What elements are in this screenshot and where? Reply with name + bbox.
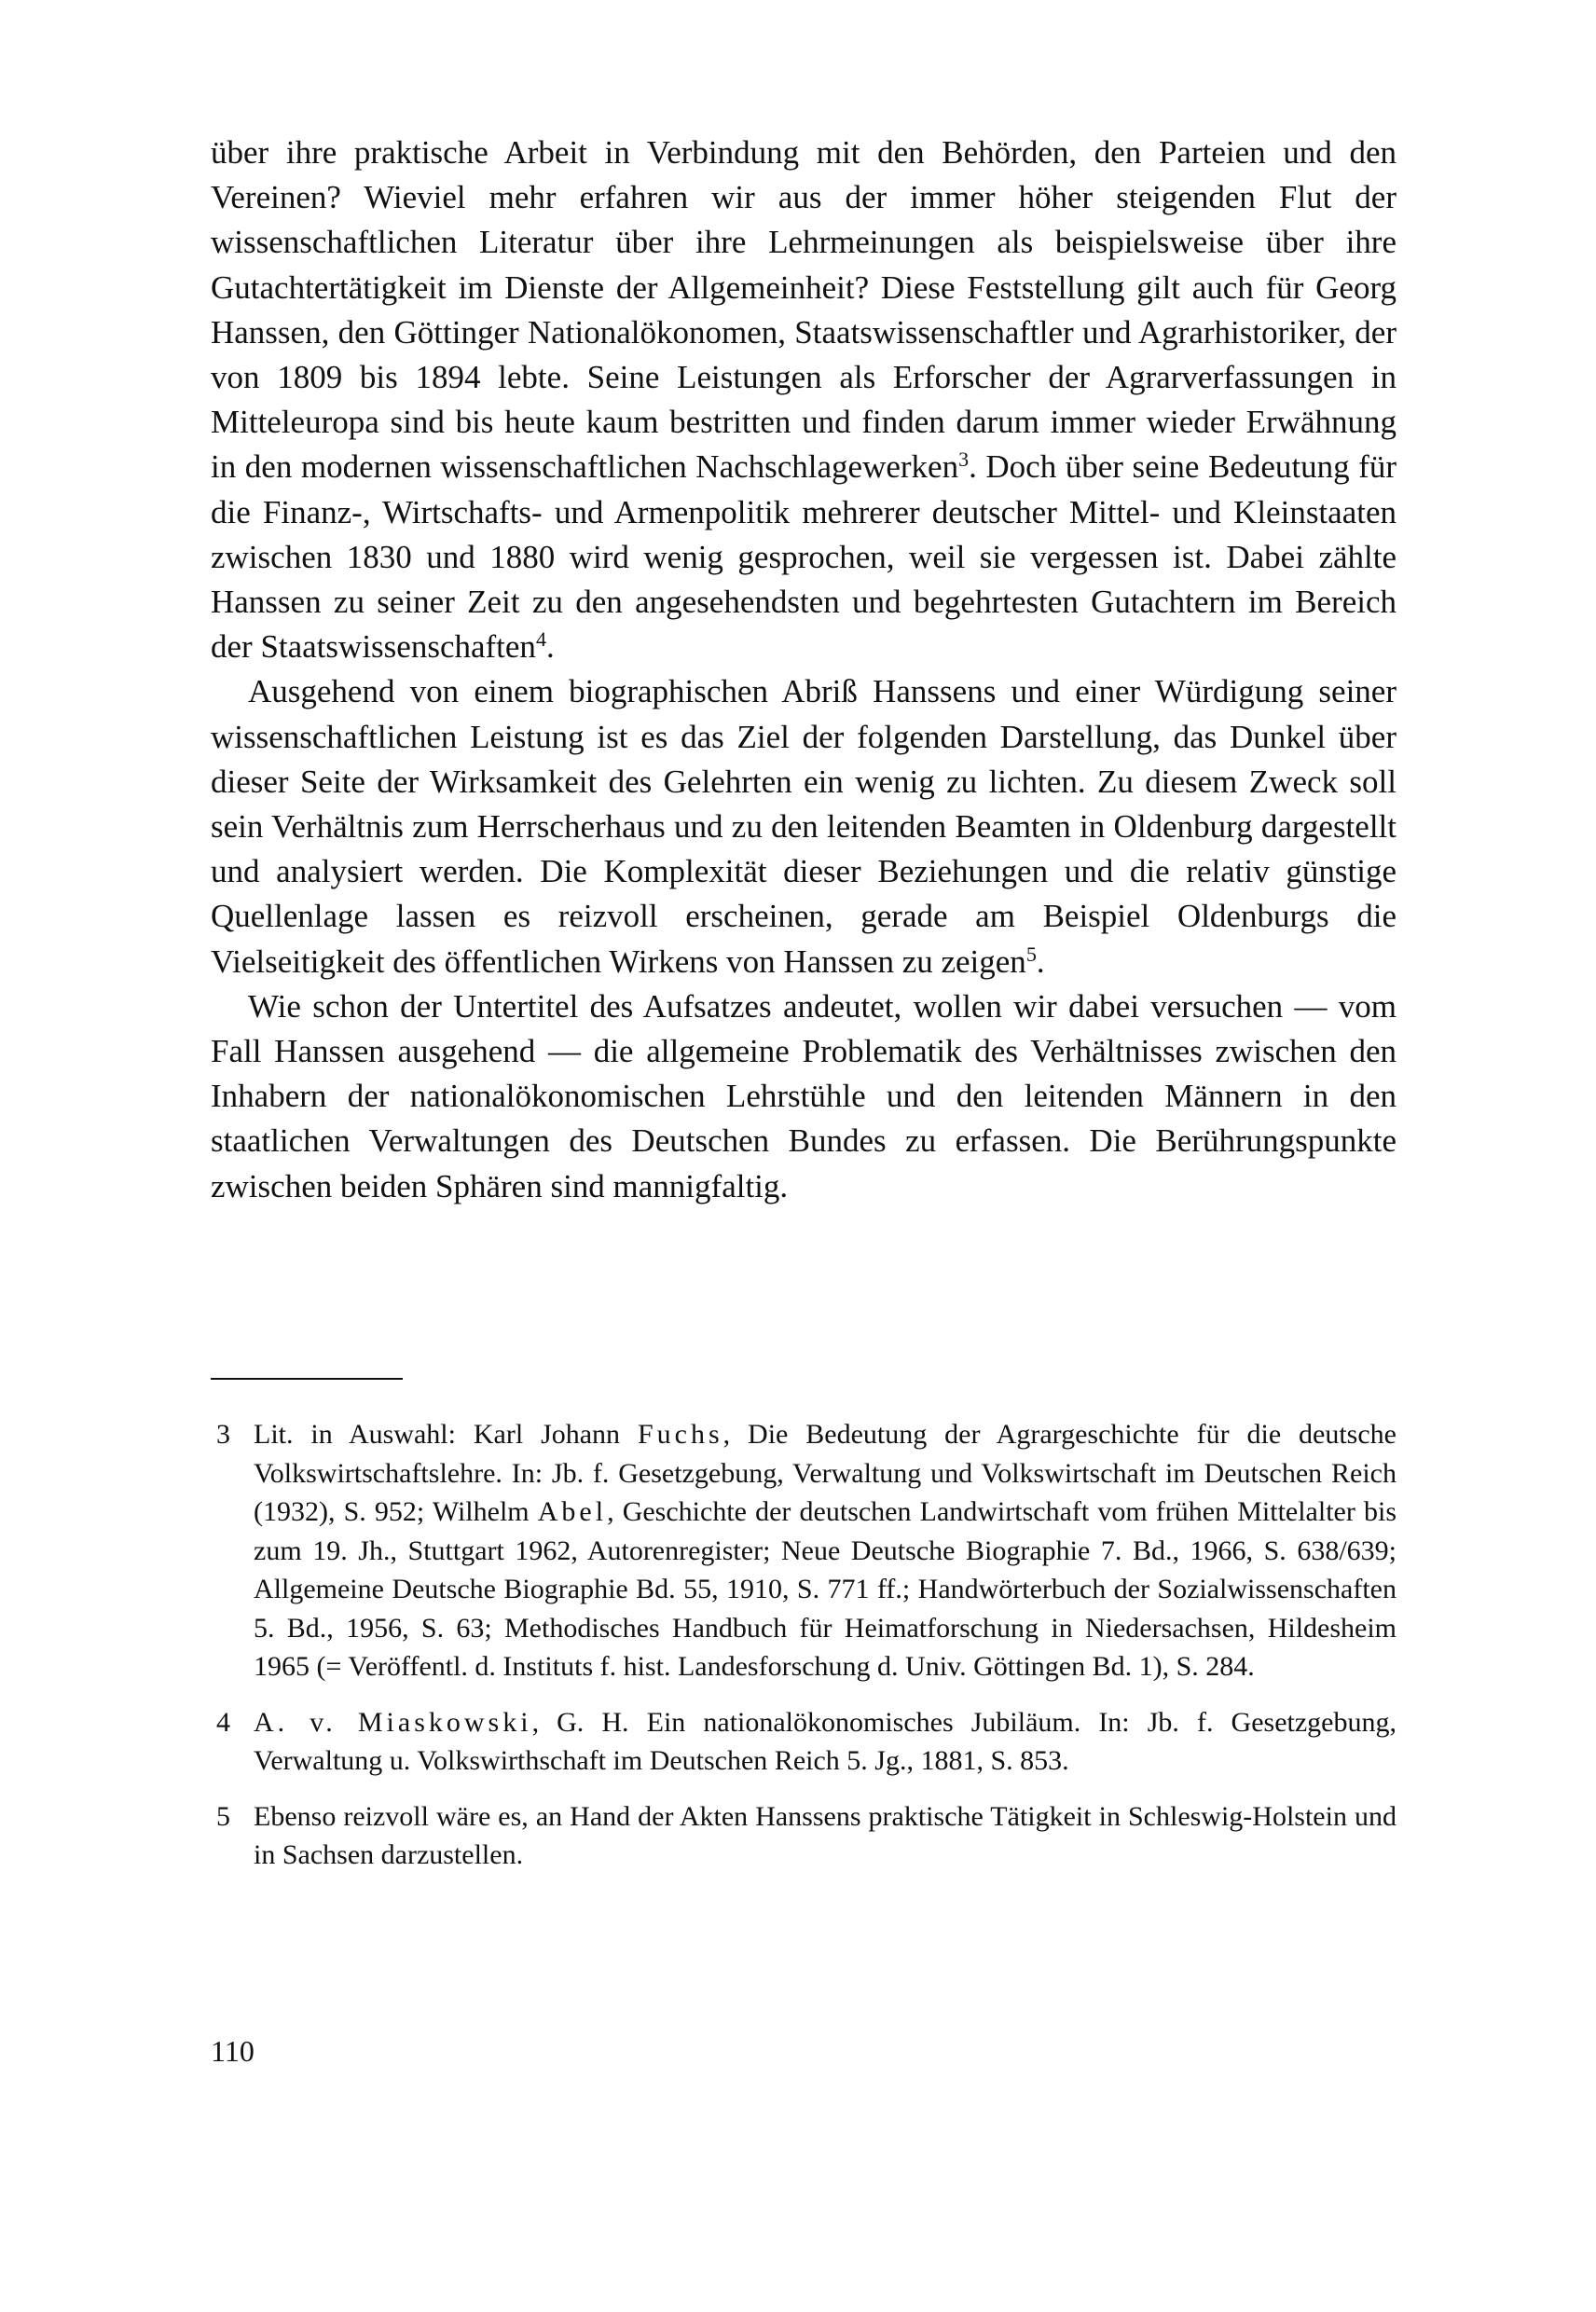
footnote-ref-4: 4	[535, 627, 546, 652]
footnote-number: 3	[216, 1419, 230, 1450]
footnote-text	[254, 1797, 1396, 1875]
footnote-3	[211, 1415, 1396, 1686]
paragraph-1-text-cont: . Doch über seine Bedeutung für die Finanz-, Wirtschafts- und Armenpolitik mehrerer deutscher Mittel- und Kleinstaaten zwischen 1830 und 1880 wird wenig gesprochen, weil sie vergessen ist. Dabei zählte Hanssen zu seiner Zeit zu den angesehendsten und begehrtesten Gutachtern im Bereich der Staatswissenschaften	[211, 448, 1396, 666]
paragraph-2-end: .	[1036, 943, 1045, 980]
footnote-text	[254, 1703, 1396, 1781]
footnote-ref-5: 5	[1025, 942, 1037, 966]
author-name: Fuchs	[637, 1419, 723, 1450]
footnote-number: 4	[216, 1706, 230, 1738]
author-name: Abel	[537, 1496, 608, 1527]
footnote-text-part: , G. H. Ein nationalökonomisches Jubiläum. In: Jb. f. Gesetzgebung, Verwaltung u. Volkswirthschaft im Deutschen Reich 5. Jg., 1881, S. 853.	[254, 1706, 1396, 1776]
author-name: A. v. Miaskowski	[254, 1706, 532, 1738]
paragraph-1	[211, 131, 1396, 669]
footnote-text-part: , Geschichte der deutschen Landwirtschaft vom frühen Mittelalter bis zum 19. Jh., Stuttgart 1962, Autorenregister; Neue Deutsche Biographie 7. Bd., 1966, S. 638/639; Allgemeine Deutsche Biographie Bd. 55, 1910, S. 771 ff.; Handwörterbuch der Sozialwissenschaften 5. Bd., 1956, S. 63; Methodisches Handbuch für Heimatforschung in Niedersachsen, Hildesheim 1965 (= Veröffentl. d. Instituts f. hist. Landesforschung d. Univ. Göttingen Bd. 1), S. 284.	[254, 1496, 1396, 1682]
footnote-text-part: Ebenso reizvoll wäre es, an Hand der Akten Hanssens praktische Tätigkeit in Schleswig-Holstein und in Sachsen darzustellen.	[254, 1800, 1396, 1870]
paragraph-1-end: .	[545, 628, 555, 666]
footnotes	[211, 1415, 1396, 1892]
footnote-separator	[211, 1378, 403, 1380]
paragraph-2-text: Ausgehend von einem biographischen Abriß Hanssens und einer Würdigung seiner wissenschaftlichen Leistung ist es das Ziel der folgenden Darstellung, das Dunkel über dieser Seite der Wirksamkeit des Gelehrten ein wenig zu lichten. Zu diesem Zweck soll sein Verhältnis zum Herrscherhaus und zu den leitenden Beamten in Oldenburg dargestellt und analysiert werden. Die Komplexität dieser Beziehungen und die relativ günstige Quellenlage lassen es reizvoll erscheinen, gerade am Beispiel Oldenburgs die Vielseitigkeit des öffentlichen Wirkens von Hanssen zu zeigen	[211, 673, 1396, 980]
footnote-number: 5	[216, 1800, 230, 1832]
paragraph-1-text: über ihre praktische Arbeit in Verbindung mit den Behörden, den Parteien und den Vereinen? Wieviel mehr erfahren wir aus der immer höher steigenden Flut der wissenschaftlichen Literatur über ihre Lehrmeinungen als beispielsweise über ihre Gutachtertätigkeit im Dienste der Allgemeinheit? Diese Feststellung gilt auch für Georg Hanssen, den Göttinger Nationalökonomen, Staatswissenschaftler und Agrarhistoriker, der von 1809 bis 1894 lebte. Seine Leistungen als Erforscher der Agrarverfassungen in Mitteleuropa sind bis heute kaum bestritten und finden darum immer wieder Erwähnung in den modernen wissenschaftlichen Nachschlagewerken	[211, 134, 1396, 486]
paragraph-3	[211, 984, 1396, 1209]
footnote-5	[211, 1797, 1396, 1875]
paragraph-3-text: Wie schon der Untertitel des Aufsatzes andeutet, wollen wir dabei versuchen — vom Fall Hanssen ausgehend — die allgemeine Problematik des Verhältnisses zwischen den Inhabern der nationalökonomischen Lehrstühle und den leitenden Männern in den staatlichen Verwaltungen des Deutschen Bundes zu erfassen. Die Berührungspunkte zwischen beiden Sphären sind mannigfaltig.	[211, 987, 1396, 1204]
footnote-text-part: Lit. in Auswahl: Karl Johann	[254, 1419, 638, 1450]
footnote-4	[211, 1703, 1396, 1781]
footnote-ref-3: 3	[958, 447, 970, 472]
footnote-text-part: , Die Bedeutung der Agrargeschichte für die deutsche Volkswirtschaftslehre. In: Jb. f. Gesetzgebung, Verwaltung und Volkswirtschaft im Deutschen Reich (1932), S. 952; Wilhelm	[254, 1419, 1396, 1527]
main-text	[211, 131, 1396, 1209]
page-number: 110	[211, 2034, 255, 2068]
paragraph-2	[211, 669, 1396, 984]
footnote-text	[254, 1415, 1396, 1686]
